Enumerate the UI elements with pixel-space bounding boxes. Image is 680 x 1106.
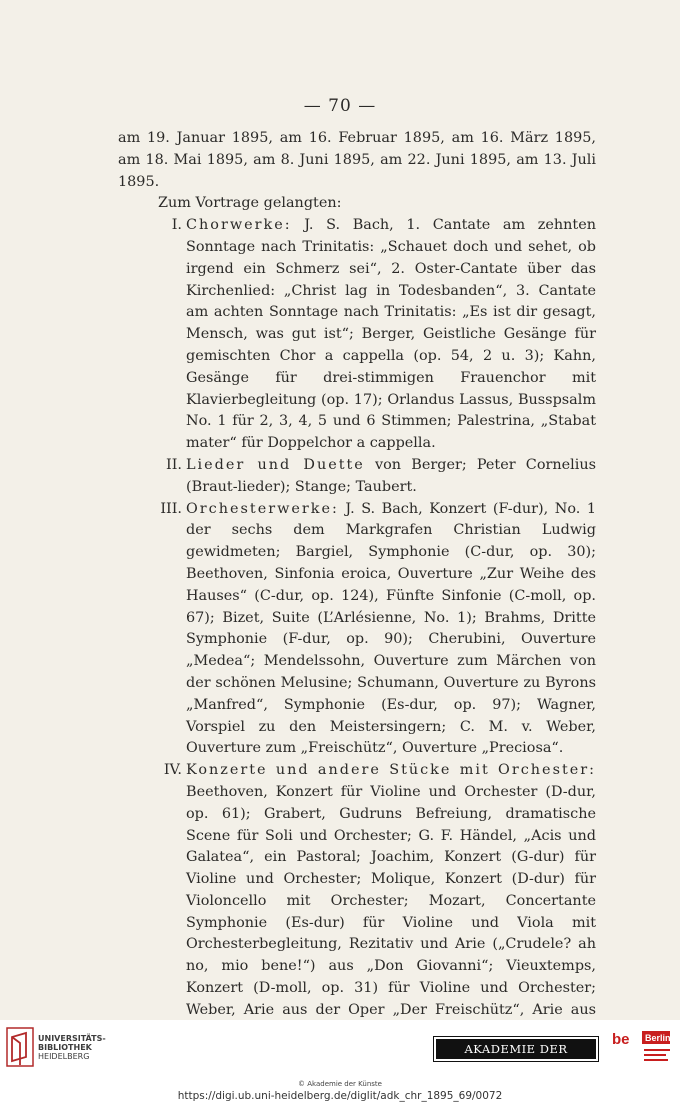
berlin-logo-text: Berlin	[645, 1033, 671, 1043]
item-text: von Berger; Peter Cornelius (Braut-lieder); Stange; Taubert.	[186, 456, 596, 495]
document-body	[118, 128, 596, 1043]
list-item-lieder	[118, 455, 596, 499]
intro-subheading: Zum Vortrage gelangten:	[158, 195, 342, 212]
copyright-credit: © Akademie der Künste	[298, 1080, 382, 1088]
item-text: J. S. Bach, Konzert (F-dur), No. 1 der sechs dem Markgrafen Christian Ludwig gewidmeten; Bargiel, Symphonie (C-dur, op. 30); Beethoven, Sinfonia eroica, Ouverture „Zur Weihe des Hauses“ (C-dur, op. 124), Fünfte Sinfonie (C-moll, op. 67); Bizet, Suite (L’Arlésienne, No. 1); Brahms, Dritte Symphonie (F-dur, op. 90); Cherubini, Ouverture „Medea“; Mendelssohn, Ouverture zum Märchen von der schönen Melusine; Schumann, Ouverture zu Byrons „Manfred“, Symphonie (Es-dur, op. 97); Wagner, Vorspiel zu den Meistersingern; C. M. v. Weber, Ouverture zum „Freischütz“, Ouverture „Preciosa“.	[186, 500, 596, 757]
university-library-logo-icon[interactable]	[6, 1027, 34, 1067]
item-number: III.	[160, 500, 182, 517]
list-item-konzerte	[118, 760, 596, 1043]
item-text: Beethoven, Konzert für Violine und Orchester (D-dur, op. 61); Grabert, Gudruns Befreiung, dramatische Scene für Soli und Orchester; G. F. Händel, „Acis und Galatea“, ein Pastoral; Joachim, Konzert (G-dur) für Violine und Orchester; Molique, Konzert (D-dur) für Violoncello mit Orchester; Mozart, Concertante Symphonie (Es-dur) für Violine und Viola mit Orchesterbegleitung, Rezitativ und Arie („Crudele? ah no, mio bene!“) aus „Don Giovanni“; Vieuxtemps, Konzert (D-moll, op. 31) für Violine und Orchester; Weber, Arie aus der Oper „Der Freischütz“, Arie aus	[186, 783, 596, 1018]
item-number: II.	[166, 456, 182, 473]
intro-paragraph: am 19. Januar 1895, am 16. Februar 1895, am 16. März 1895, am 18. Mai 1895, am 8. Juni 1895, am 22. Juni 1895, am 13. Juli 1895.	[118, 130, 596, 190]
page-number: — 70 —	[303, 96, 377, 116]
akademie-logo-label: AKADEMIE DER KÜNSTE	[436, 1039, 596, 1059]
akademie-der-kuenste-logo[interactable]	[433, 1036, 599, 1076]
list-item-chorwerke	[118, 215, 596, 455]
item-number: IV.	[163, 762, 182, 779]
item-heading: Konzerte und andere Stücke mit Orchester:	[186, 762, 596, 779]
item-heading: Chorwerke:	[186, 217, 292, 234]
item-number: I.	[171, 217, 182, 234]
list-item-orchesterwerke	[118, 499, 596, 761]
item-heading: Orchesterwerke:	[186, 500, 339, 517]
berlin-logo-icon[interactable]	[612, 1028, 672, 1068]
item-text: J. S. Bach, 1. Cantate am zehnten Sonntage nach Trinitatis: „Schauet doch und sehet, ob irgend ein Schmerz sei“, 2. Oster-Cantate über das Kirchenlied: „Christ lag in Todesbanden“, 3. Cantate am achten Sonntage nach Trinitatis: „Es ist dir gesagt, Mensch, was gut ist“; Berger, Geistliche Gesänge für gemischten Chor a cappella (op. 54, 2 u. 3); Kahn, Gesänge für drei-stimmigen Frauenchor mit Klavierbegleitung (op. 17); Orlandus Lassus, Busspsalm No. 1 für 2, 3, 4, 5 und 6 Stimmen; Palestrina, „Stabat mater“ für Doppelchor a cappella.	[186, 217, 596, 452]
item-heading: Lieder und Duette	[186, 456, 365, 473]
permalink-url[interactable]: https://digi.ub.uni-heidelberg.de/diglit/adk_chr_1895_69/0072	[177, 1090, 503, 1102]
university-library-label[interactable]: UNIVERSITÄTS- BIBLIOTHEK HEIDELBERG	[38, 1034, 106, 1061]
svg-text:be: be	[612, 1031, 630, 1048]
